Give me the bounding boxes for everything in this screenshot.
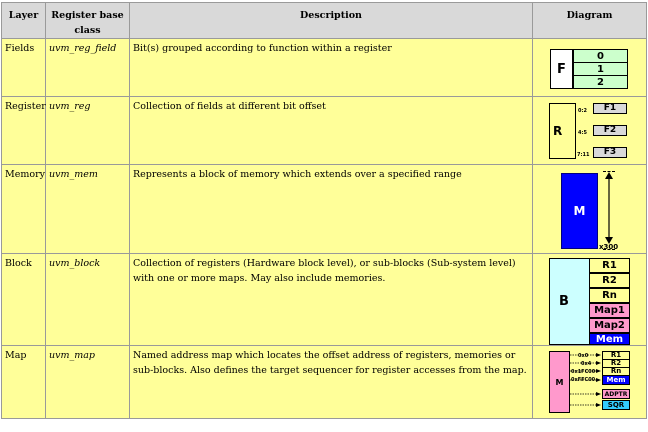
table-row — [2, 254, 647, 346]
range-arrow-icon — [601, 172, 617, 244]
memory-depth-label: x300 — [599, 243, 619, 251]
block-register-box: R2 — [589, 273, 630, 288]
table-row — [2, 39, 647, 97]
register-offset-label: 7:11 — [577, 152, 590, 158]
memory-diagram — [533, 165, 647, 254]
map-address-label: 0x4 — [581, 361, 592, 367]
map-sequencer-box: SQR — [602, 400, 630, 410]
description-cell: Collection of fields at different bit offset — [130, 97, 533, 165]
table-row — [2, 97, 647, 165]
class-cell: uvm_mem — [46, 165, 130, 254]
block-label: B — [559, 294, 569, 309]
header-layer: Layer — [2, 3, 46, 39]
field-bit-box: 2 — [573, 75, 628, 89]
table-row — [2, 165, 647, 254]
map-register-box: R2 — [602, 359, 630, 368]
header-description: Description — [130, 3, 533, 39]
field-bit-box: 0 — [573, 49, 628, 63]
register-diagram — [533, 97, 647, 165]
description-cell: Collection of registers (Hardware block level), or sub-blocks (Sub-system level) with one or more maps. May also include memories. — [130, 254, 533, 346]
block-register-box: Rn — [589, 288, 630, 303]
map-label-box: M — [549, 351, 570, 413]
block-diagram — [533, 254, 647, 346]
map-diagram — [533, 346, 647, 419]
description-cell: Named address map which locates the offset address of registers, memories or sub-blocks. Also defines the target sequencer for register accesses from the map. — [130, 346, 533, 419]
description-cell: Represents a block of memory which extends over a specified range — [130, 165, 533, 254]
register-label-box: R — [549, 103, 576, 159]
register-field-box: F1 — [593, 103, 627, 114]
layer-cell: Register — [2, 97, 46, 165]
register-field-box: F3 — [593, 147, 627, 158]
map-register-box: R1 — [602, 351, 630, 360]
header-diagram: Diagram — [533, 3, 647, 39]
map-address-label: 0x0 — [578, 353, 589, 359]
block-register-box: R1 — [589, 258, 630, 273]
header-register-base-class: Register base class — [46, 3, 130, 39]
block-map-box: Map1 — [589, 303, 630, 318]
block-memory-box: Mem — [589, 333, 630, 345]
map-address-label: 0x1FC00 — [571, 369, 596, 375]
register-offset-label: 4:5 — [578, 130, 587, 136]
register-offset-label: 0:2 — [578, 108, 587, 114]
register-layer-table — [1, 2, 647, 419]
layer-cell: Block — [2, 254, 46, 346]
class-cell: uvm_block — [46, 254, 130, 346]
map-arrows-icon — [570, 351, 602, 415]
register-field-box: F2 — [593, 125, 627, 136]
description-cell: Bit(s) grouped according to function within a register — [130, 39, 533, 97]
class-cell: uvm_map — [46, 346, 130, 419]
map-register-box: Rn — [602, 367, 630, 376]
layer-cell: Memory — [2, 165, 46, 254]
layer-cell: Fields — [2, 39, 46, 97]
layer-cell: Map — [2, 346, 46, 419]
header-row — [2, 3, 647, 39]
memory-block-box: M — [561, 173, 598, 249]
fields-diagram — [533, 39, 647, 97]
map-adapter-box: ADPTR — [602, 389, 630, 399]
field-bit-box: 1 — [573, 62, 628, 76]
class-cell: uvm_reg_field — [46, 39, 130, 97]
block-map-box: Map2 — [589, 318, 630, 333]
class-cell: uvm_reg — [46, 97, 130, 165]
map-address-label: 0xFFC00 — [571, 377, 596, 383]
table-row — [2, 346, 647, 419]
map-memory-box: Mem — [602, 375, 630, 385]
field-label-box: F — [550, 49, 573, 89]
